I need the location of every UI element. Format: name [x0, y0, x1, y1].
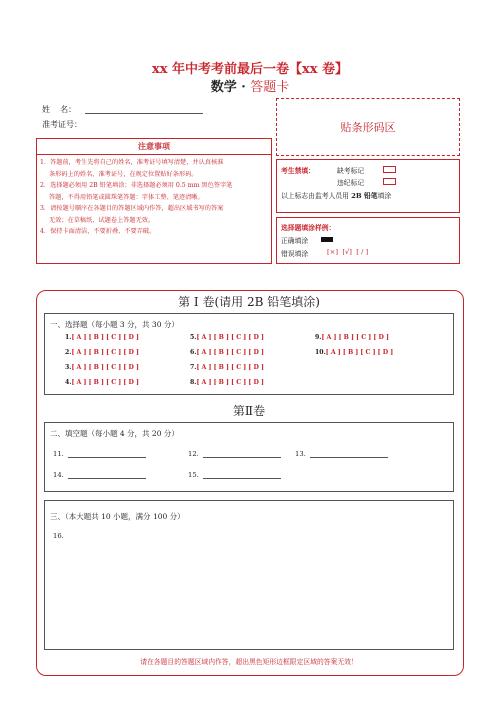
correct-label: 正确填涂: [281, 237, 309, 245]
question-9[interactable]: 9.[ A ] [ B ] [ C ] [ D ]: [315, 334, 389, 341]
wrong-label: 错误填涂: [281, 250, 309, 258]
blank-14[interactable]: 14.: [53, 471, 146, 479]
part2-title: 第Ⅱ卷: [232, 404, 266, 418]
blank-15[interactable]: 15.: [188, 471, 281, 479]
question-7[interactable]: 7.[ A ] [ B ] [ C ] [ D ]: [190, 364, 264, 371]
question-2[interactable]: 2.[ A ] [ B ] [ C ] [ D ]: [65, 349, 139, 356]
paper-subtitle: [0, 76, 500, 95]
question-8[interactable]: 8.[ A ] [ B ] [ C ] [ D ]: [190, 379, 264, 386]
notice-item: 1．答题前，考生先将自己的姓名，准考证号填写清楚，并认真核准: [40, 159, 224, 166]
card-name: 答题卡: [250, 80, 290, 95]
question-4[interactable]: 4.[ A ] [ B ] [ C ] [ D ]: [65, 379, 139, 386]
wrong-marks: [×] [√] [ / ]: [327, 248, 369, 256]
barcode-area: [276, 98, 460, 156]
sample-title: 选择题填涂样例：: [281, 224, 336, 232]
violation-label: 违纪标记: [337, 179, 365, 187]
question-1[interactable]: 1.[ A ] [ B ] [ C ] [ D ]: [65, 334, 139, 341]
notice-title: 注意事项: [138, 141, 170, 151]
absent-label: 缺考标记: [337, 167, 365, 175]
name-label: 姓 名：: [42, 105, 77, 114]
sample-box: [276, 217, 460, 264]
choice-section: [44, 313, 454, 395]
forbid-box: [276, 159, 460, 213]
title-separator: ·: [241, 80, 246, 95]
solve-head: 三、（本大题共 10 小题，满分 100 分）: [50, 512, 185, 521]
exam-number-label: 准考证号：: [42, 120, 82, 129]
blank-13[interactable]: 13.: [295, 450, 388, 458]
fill-section: [44, 422, 454, 492]
barcode-label: 贴条形码区: [340, 121, 396, 134]
notice-item: 条形码上的姓名、准考证号，在规定位置贴好条形码。: [49, 170, 198, 178]
blank-12[interactable]: 12.: [188, 450, 281, 458]
question-3[interactable]: 3.[ A ] [ B ] [ C ] [ D ]: [65, 364, 139, 371]
notice-box: [36, 138, 272, 264]
forbid-label: 考生禁填：: [281, 167, 315, 175]
subject-name: 数学: [210, 80, 237, 95]
footer-warning: 请在各题目的答题区域内作答，超出黑色矩形边框限定区域的答案无效！: [140, 658, 358, 666]
notice-item: 答题，不得用铅笔或圆珠笔答题：字体工整、笔迹清晰。: [49, 193, 204, 201]
filled-mark-icon: [321, 237, 333, 242]
paper-title: xx 年中考考前最后一卷【xx 卷】: [151, 62, 349, 77]
question-6[interactable]: 6.[ A ] [ B ] [ C ] [ D ]: [190, 349, 264, 356]
forbid-note: 以上标志由监考人员用 2B 铅笔填涂: [281, 192, 392, 200]
violation-checkbox[interactable]: [383, 178, 396, 185]
absent-checkbox[interactable]: [383, 166, 396, 173]
exam-number-field[interactable]: [85, 119, 203, 131]
notice-item: 3．请按题号顺序在各题目的答题区域内作答，超出区域书写的答案: [40, 205, 224, 212]
blank-11[interactable]: 11.: [53, 450, 146, 458]
notice-item: 2．选择题必须用 2B 铅笔填涂；非选择题必须用 0.5 mm 黑色签字笔: [40, 182, 233, 189]
name-field[interactable]: [85, 113, 203, 114]
question-16-label: 16.: [53, 532, 64, 540]
fill-head: 二、填空题（每小题 4 分，共 20 分）: [50, 429, 179, 438]
part1-title: 第 I 卷(请用 2B 铅笔填涂): [178, 295, 320, 309]
question-5[interactable]: 5.[ A ] [ B ] [ C ] [ D ]: [190, 334, 264, 341]
notice-item: 无效；在草稿纸、试题卷上答题无效。: [49, 216, 155, 224]
notice-item: 4．保持卡面清洁，不要折叠、不要弄破。: [40, 228, 156, 235]
answer-16-area[interactable]: [53, 545, 445, 643]
solve-section: [44, 500, 454, 650]
choice-head: 一、选择题（每小题 3 分，共 30 分）: [50, 320, 179, 329]
question-10[interactable]: 10.[ A ] [ B ] [ C ] [ D ]: [315, 349, 394, 356]
